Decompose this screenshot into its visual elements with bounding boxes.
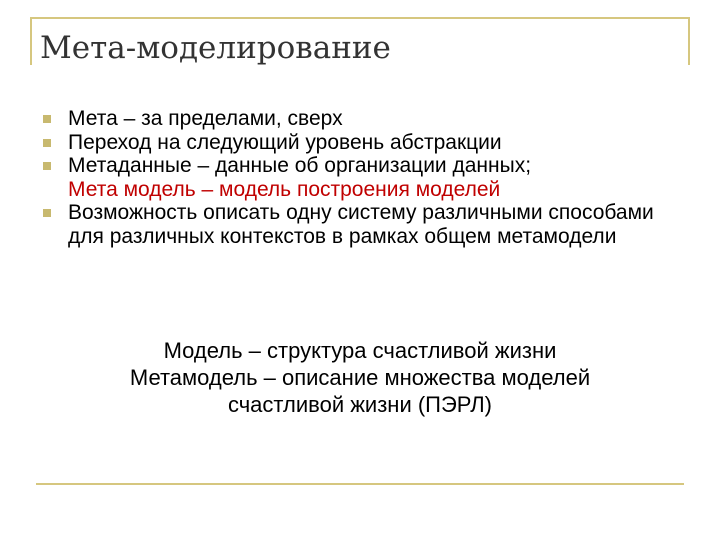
- square-bullet-icon: [43, 139, 51, 147]
- bullet-text: Переход на следующий уровень абстракции: [68, 130, 502, 154]
- square-bullet-icon: [43, 115, 51, 123]
- bullet-list: [43, 107, 683, 248]
- title-top-rule: [30, 17, 690, 19]
- centered-explanation: [40, 337, 680, 418]
- title-left-rule: [30, 17, 32, 65]
- bullet-item-metadata: [43, 154, 683, 201]
- highlighted-definition: Мета модель – модель построения моделей: [68, 177, 501, 201]
- explanation-line-metamodel: Метамодель – описание множества моделей: [129, 365, 591, 390]
- explanation-line-perl: счастливой жизни (ПЭРЛ): [227, 392, 493, 417]
- title-right-rule: [688, 17, 690, 65]
- square-bullet-icon: [43, 209, 51, 217]
- bullet-item-metamodel-contexts: [43, 201, 683, 248]
- bullet-text: Мета – за пределами, сверх: [68, 107, 343, 130]
- bullet-item-meta: [43, 107, 683, 131]
- bullet-item-abstraction: [43, 131, 683, 155]
- footer-rule: [36, 483, 684, 485]
- square-bullet-icon: [43, 162, 51, 170]
- bullet-text: Возможность описать одну систему различными способами для различных контекстов в рамках общем метамодели: [68, 201, 654, 248]
- explanation-line-model: Модель – структура счастливой жизни: [163, 338, 557, 363]
- slide-title: Мета-моделирование: [40, 30, 391, 66]
- bullet-text: Метаданные – данные об организации данных;: [68, 154, 532, 177]
